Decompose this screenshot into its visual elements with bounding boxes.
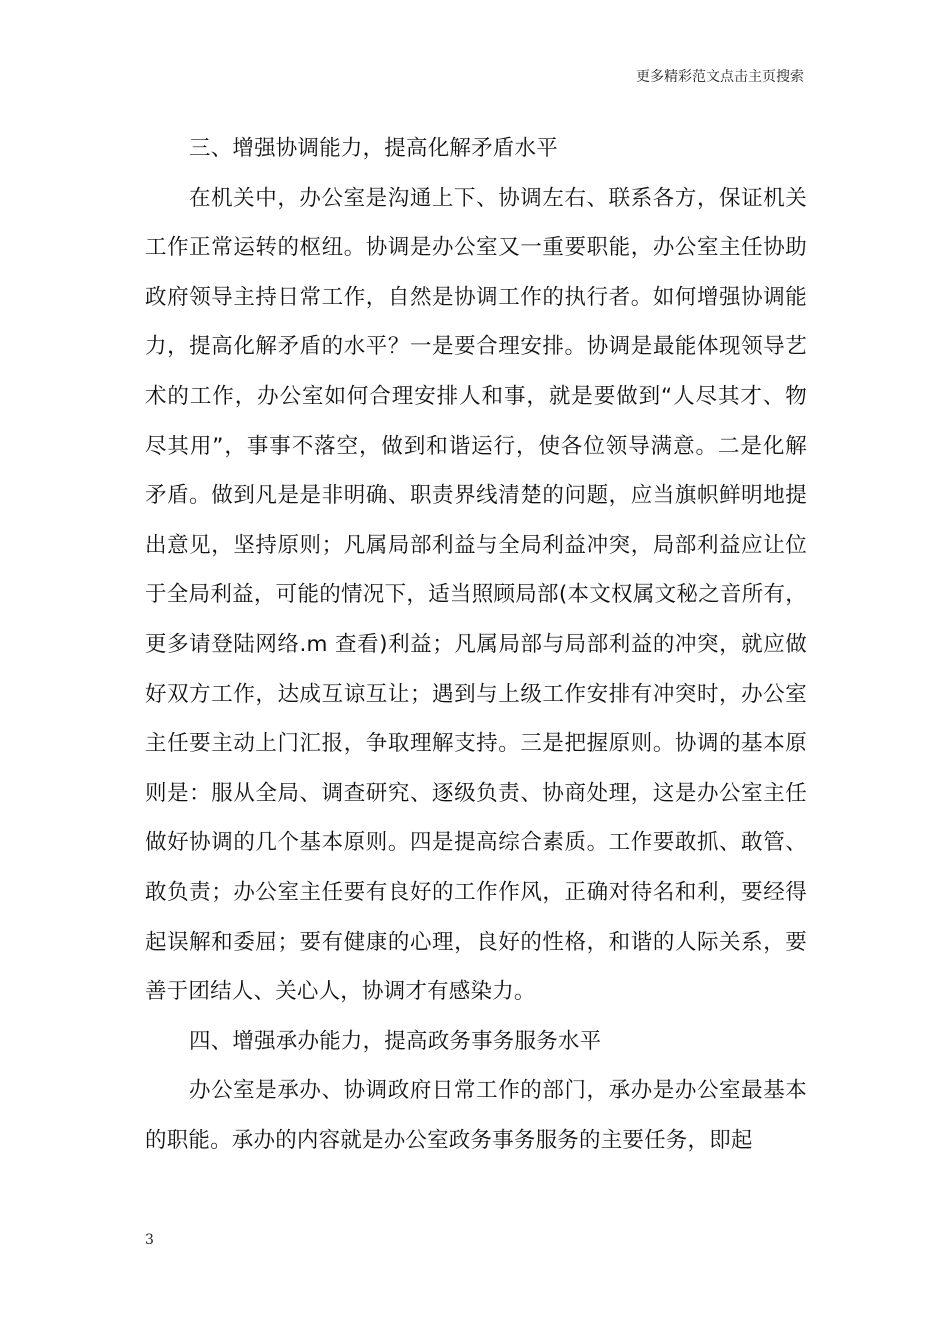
section-heading-4: 四、增强承办能力，提高政务事务服务水平 (189, 1028, 602, 1054)
document-body (145, 124, 807, 1165)
page-number: 3 (145, 1232, 154, 1248)
section-heading-3: 三、增强协调能力，提高化解矛盾水平 (189, 136, 558, 161)
header-homepage-link[interactable]: 更多精彩范文点击主页搜索 (636, 69, 804, 85)
body-paragraph-2: 办公室是承办、协调政府日常工作的部门，承办是办公室最基本的职能。承办的内容就是办公室政务事务服务的主要任务，即起 (145, 1078, 807, 1153)
body-paragraph-1: 在机关中，办公室是沟通上下、协调左右、联系各方，保证机关工作正常运转的枢纽。协调是办公室又一重要职能，办公室主任协助政府领导主持日常工作，自然是协调工作的执行者。如何增强协调能力，提高化解矛盾的水平？一是要合理安排。协调是最能体现领导艺术的工作，办公室如何合理安排人和事，就是要做到“人尽其才、物尽其用”，事事不落空，做到和谐运行，使各位领导满意。二是化解矛盾。做到凡是是非明确、职责界线清楚的问题，应当旗帜鲜明地提出意见，坚持原则；凡属局部利益与全局利益冲突，局部利益应让位于全局利益，可能的情况下，适当照顾局部(本文权属文秘之音所有，更多请登陆网络.m 查看)利益；凡属局部与局部利益的冲突，就应做好双方工作，达成互谅互让；遇到与上级工作安排有冲突时，办公室主任要主动上门汇报，争取理解支持。三是把握原则。协调的基本原则是：服从全局、调查研究、逐级负责、协商处理，这是办公室主任做好协调的几个基本原则。四是提高综合素质。工作要敢抓、敢管、敢负责；办公室主任要有良好的工作作风，正确对待名和利，要经得起误解和委屈；要有健康的心理，良好的性格，和谐的人际关系，要善于团结人、关心人，协调才有感染力。 (145, 185, 807, 1005)
